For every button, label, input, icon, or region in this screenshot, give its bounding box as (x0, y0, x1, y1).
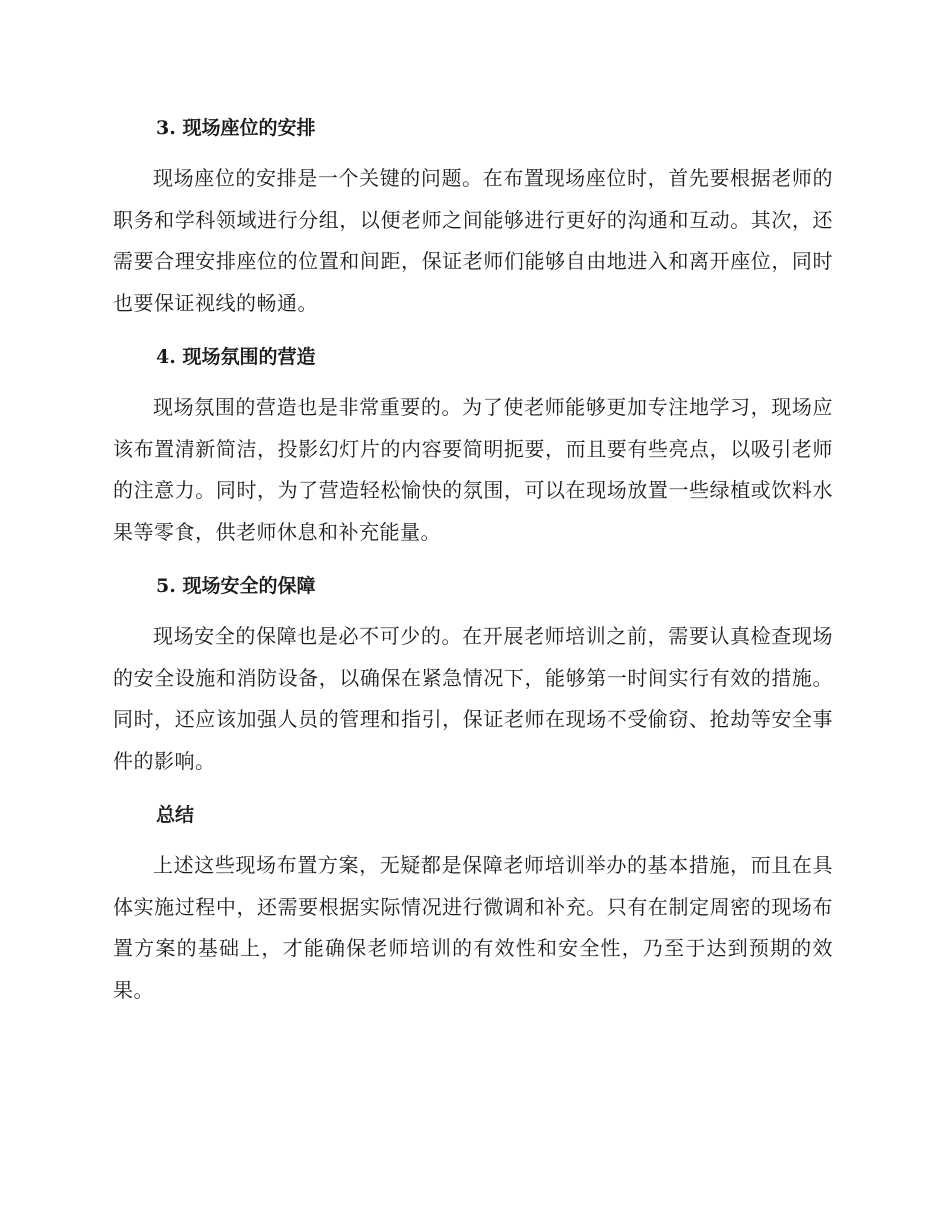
section-atmosphere (113, 337, 833, 553)
section-seating (113, 108, 833, 324)
section-paragraph: 现场安全的保障也是必不可少的。在开展老师培训之前，需要认真检查现场的安全设施和消防设备，以确保在紧急情况下，能够第一时间实行有效的措施。同时，还应该加强人员的管理和指引，保证老师在现场不受偷窃、抢劫等安全事件的影响。 (113, 624, 833, 773)
section-paragraph: 上述这些现场布置方案，无疑都是保障老师培训举办的基本措施，而且在具体实施过程中，还需要根据实际情况进行微调和补充。只有在制定周密的现场布置方案的基础上，才能确保老师培训的有效性和安全性，乃至于达到预期的效果。 (113, 853, 833, 1002)
section-heading: 5. 现场安全的保障 (156, 575, 316, 597)
section-paragraph: 现场氛围的营造也是非常重要的。为了使老师能够更加专注地学习，现场应该布置清新简洁，投影幻灯片的内容要简明扼要，而且要有些亮点，以吸引老师的注意力。同时，为了营造轻松愉快的氛围，可以在现场放置一些绿植或饮料水果等零食，供老师休息和补充能量。 (113, 395, 833, 544)
document-body (113, 108, 833, 1024)
section-summary (113, 795, 833, 1011)
section-paragraph: 现场座位的安排是一个关键的问题。在布置现场座位时，首先要根据老师的职务和学科领域进行分组，以便老师之间能够进行更好的沟通和互动。其次，还需要合理安排座位的位置和间距，保证老师们能够自由地进入和离开座位，同时也要保证视线的畅通。 (113, 166, 833, 315)
section-heading: 4. 现场氛围的营造 (156, 346, 316, 368)
section-safety (113, 566, 833, 782)
section-heading: 总结 (156, 804, 195, 826)
section-heading: 3. 现场座位的安排 (156, 117, 316, 139)
